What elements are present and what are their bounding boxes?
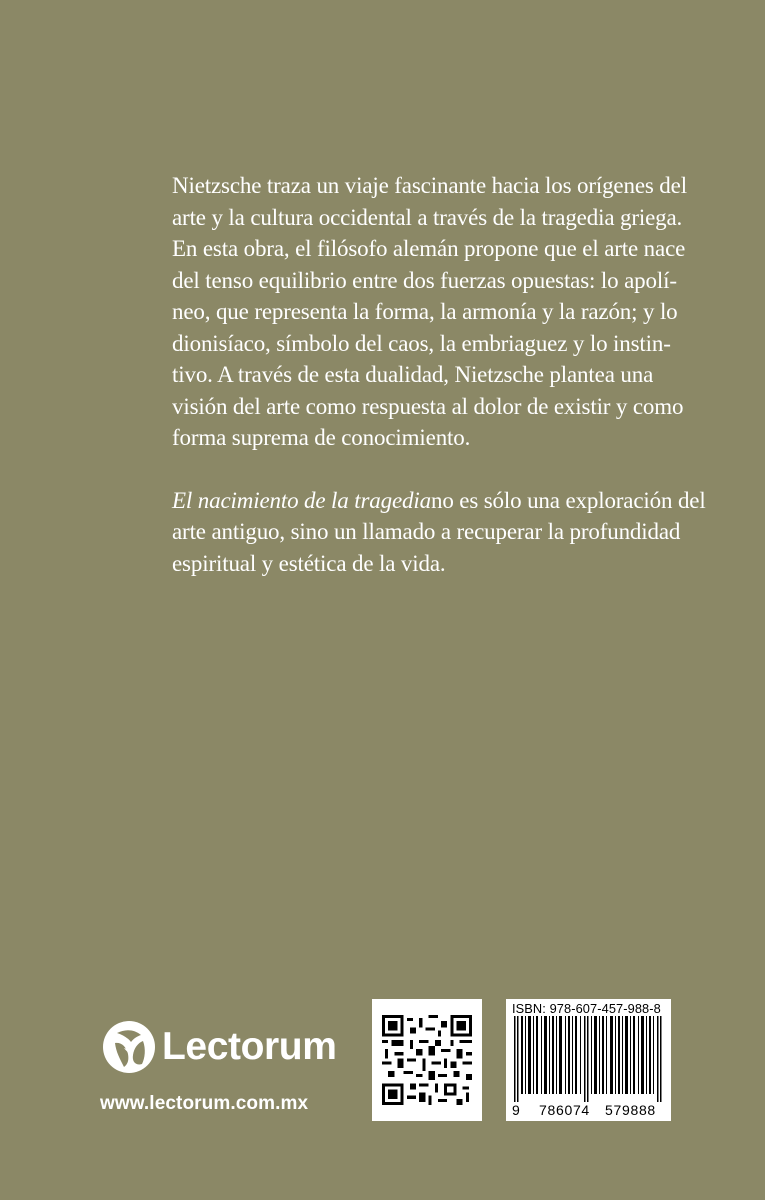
- barcode-lead-digit: 9: [512, 1102, 521, 1118]
- description-line-6-text: dionisíaco, símbolo del caos, la embriaguez y lo instin-: [172, 330, 671, 356]
- description-line-11-text: arte antiguo, sino un llamado a recuperar la profundidad: [172, 519, 681, 544]
- description-line-9: forma suprema de conocimiento.: [172, 425, 471, 450]
- description-line-2-text: arte y la cultura occidental a través de la tragedia griega.: [172, 204, 683, 230]
- description-line-7: [172, 359, 654, 391]
- isbn-label: ISBN: 978-607-457-988-8: [512, 1001, 661, 1016]
- qr-code-icon: [382, 1013, 472, 1107]
- book-description: [172, 170, 706, 579]
- description-line-6: [172, 328, 671, 360]
- description-line-8-text: visión del arte como respuesta al dolor de existir y como: [172, 393, 684, 419]
- description-line-4-text: del tenso equilibrio entre dos fuerzas opuestas: lo apolí-: [172, 267, 677, 293]
- qr-code[interactable]: [372, 999, 482, 1121]
- description-line-10: [172, 485, 706, 517]
- isbn-barcode[interactable]: [506, 999, 671, 1121]
- publisher-website[interactable]: www.lectorum.com.mx: [100, 1093, 309, 1114]
- book-title-italic: El nacimiento de la tragedia: [172, 487, 431, 513]
- description-line-10-rest: no es sólo una exploración del: [430, 487, 706, 513]
- description-line-12: espiritual y estética de la vida.: [172, 550, 446, 576]
- description-line-1-text: Nietzsche traza un viaje fascinante hacia los orígenes del: [172, 173, 687, 198]
- description-line-3-text: En esta obra, el filósofo alemán propone que el arte nace: [172, 236, 686, 261]
- description-line-2: [172, 202, 683, 234]
- description-line-7-text: tivo. A través de esta dualidad, Nietzsche plantea una: [172, 362, 654, 387]
- barcode-left-digits: 786074: [539, 1102, 590, 1118]
- lectorum-logo-icon: [100, 1018, 158, 1076]
- description-line-5: [172, 296, 678, 328]
- description-line-4: [172, 265, 677, 297]
- barcode-right-digits: 579888: [605, 1102, 656, 1118]
- description-line-8: [172, 391, 684, 423]
- paragraph-spacer: [172, 454, 590, 485]
- description-line-1: [172, 170, 687, 202]
- description-line-11: [172, 516, 681, 548]
- barcode-icon: [514, 1016, 664, 1102]
- description-line-10-text: [172, 485, 706, 517]
- publisher-brand: [100, 1014, 350, 1134]
- description-line-3: [172, 233, 686, 265]
- publisher-name: Lectorum: [162, 1025, 337, 1068]
- description-line-5-text: neo, que representa la forma, la armonía y la razón; y lo: [172, 299, 678, 324]
